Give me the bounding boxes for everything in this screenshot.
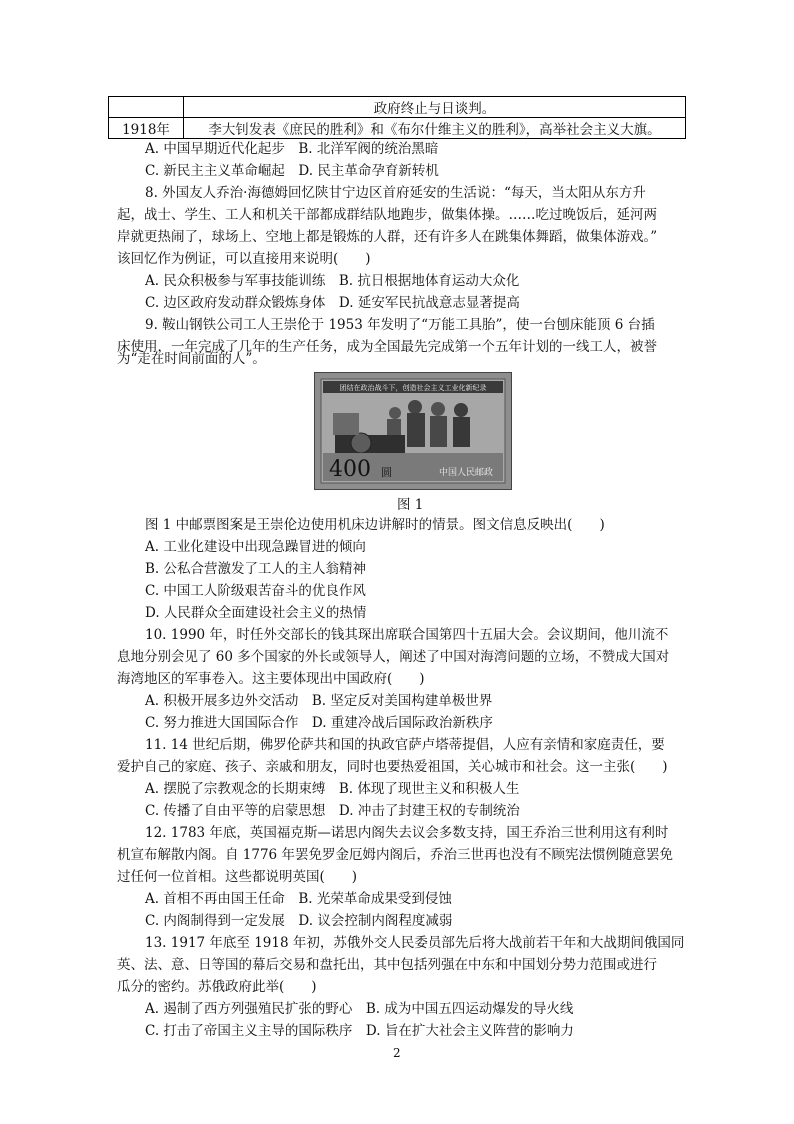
q8-stem-line: 该回忆作为例证，可以直接用来说明( ) (117, 251, 371, 267)
q11-option-cd: C. 传播了自由平等的启蒙思想 D. 冲击了封建王权的专制统治 (145, 803, 520, 819)
q13-option-cd: C. 打击了帝国主义主导的国际秩序 D. 旨在扩大社会主义阵营的影响力 (145, 1023, 574, 1039)
stamp-banner-text: 团结在政治战斗下，创造社会主义工业化新纪录 (339, 384, 487, 392)
figure-caption: 图 1 (397, 497, 424, 513)
q9-option-c: C. 中国工人阶级艰苦奋斗的优良作风 (145, 583, 366, 599)
q11-option-ab: A. 摆脱了宗教观念的长期束缚 B. 体现了现世主义和积极人生 (145, 781, 520, 797)
q10-stem-line: 10. 1990 年，时任外交部长的钱其琛出席联合国第四十五届大会。会议期间，他川流不 (145, 627, 669, 643)
q8-option-ab: A. 民众积极参与军事技能训练 B. 抗日根据地体育运动大众化 (145, 273, 520, 289)
q10-stem-line: 息地分别会见了 60 多个国家的外长或领导人，阐述了中国对海湾问题的立场，不赞成大国对 (117, 649, 670, 665)
q12-option-ab: A. 首相不再由国王任命 B. 光荣革命成果受到侵蚀 (145, 891, 452, 907)
q9-option-a: A. 工业化建设中出现急躁冒进的倾向 (145, 539, 366, 555)
table-row (109, 97, 686, 118)
page-number: 2 (393, 1046, 401, 1060)
stamp-value: 400 (329, 457, 371, 482)
stamp-country: 中国人民邮政 (438, 468, 493, 478)
table-cell-year: 1918年 (109, 118, 184, 139)
q9-stem-line: 为“走在时间前面的人”。 (117, 351, 266, 367)
q8-stem-line: 8. 外国友人乔治·海德姆回忆陕甘宁边区首府延安的生活说：“每天，当太阳从东方升 (145, 185, 646, 201)
q9-question: 图 1 中邮票图案是王崇伦边使用机床边讲解时的情景。图文信息反映出( ) (145, 517, 605, 533)
postage-stamp-image (314, 372, 512, 490)
table-cell-content: 李大钊发表《庶民的胜利》和《布尔什维主义的胜利》，高举社会主义大旗。 (184, 118, 686, 139)
q7-option-ab: A. 中国早期近代化起步 B. 北洋军阀的统治黑暗 (145, 141, 439, 157)
q9-option-b: B. 公私合营激发了工人的主人翁精神 (145, 561, 367, 577)
table-cell-content: 政府终止与日谈判。 (184, 97, 686, 118)
q10-option-cd: C. 努力推进大国国际合作 D. 重建冷战后国际政治新秩序 (145, 715, 493, 731)
q13-stem-line: 瓜分的密约。苏俄政府此举( ) (117, 979, 317, 995)
timeline-table (108, 96, 686, 139)
q12-stem-line: 机宣布解散内阁。自 1776 年罢免罗金厄姆内阁后，乔治三世再也没有不顾宪法惯例随意罢免 (117, 847, 673, 863)
q9-stem-line: 9. 鞍山钢铁公司工人王崇伦于 1953 年发明了“万能工具胎”，使一台刨床能顶 6 台插 (145, 317, 655, 333)
table-row (109, 118, 686, 139)
table-cell-year (109, 97, 184, 118)
q11-stem-line: 爱护自己的家庭、孩子、亲戚和朋友，同时也要热爱祖国，关心城市和社会。这一主张( ) (117, 759, 668, 775)
q9-option-d: D. 人民群众全面建设社会主义的热情 (145, 605, 367, 621)
q13-stem-line: 英、法、意、日等国的幕后交易和盘托出，其中包括列强在中东和中国划分势力范围或进行 (117, 957, 657, 973)
q12-option-cd: C. 内阁制得到一定发展 D. 议会控制内阁程度减弱 (145, 913, 453, 929)
stamp-illustration (315, 373, 511, 489)
q8-option-cd: C. 边区政府发动群众锻炼身体 D. 延安军民抗战意志显著提高 (145, 295, 520, 311)
q9-stem-line: 床使用，一年完成了几年的生产任务，成为全国最先完成第一个五年计划的一线工人，被誉 (117, 339, 657, 355)
q8-stem-line: 岸就更热闹了，球场上、空地上都是锻炼的人群，还有许多人在跳集体舞蹈，做集体游戏。” (117, 229, 658, 245)
q7-option-cd: C. 新民主主义革命崛起 D. 民主革命孕育新转机 (145, 163, 439, 179)
q13-stem-line: 13. 1917 年底至 1918 年初，苏俄外交人民委员部先后将大战前若干年和大战期间俄国同 (145, 935, 685, 951)
q12-stem-line: 过任何一位首相。这些都说明英国( ) (117, 869, 358, 885)
q11-stem-line: 11. 14 世纪后期，佛罗伦萨共和国的执政官萨卢塔蒂提倡，人应有亲情和家庭责任，要 (145, 737, 665, 753)
q8-stem-line: 起，战士、学生、工人和机关干部都成群结队地跑步，做集体操。……吃过晚饭后，延河两 (117, 207, 657, 223)
q13-option-ab: A. 遏制了西方列强殖民扩张的野心 B. 成为中国五四运动爆发的导火线 (145, 1001, 574, 1017)
q10-option-ab: A. 积极开展多边外交活动 B. 坚定反对美国构建单极世界 (145, 693, 493, 709)
q12-stem-line: 12. 1783 年底，英国福克斯—诺思内阁失去议会多数支持，国王乔治三世利用这有利时 (145, 825, 669, 841)
stamp-unit: 圆 (381, 466, 392, 479)
q10-stem-line: 海湾地区的军事卷入。这主要体现出中国政府( ) (117, 671, 425, 687)
